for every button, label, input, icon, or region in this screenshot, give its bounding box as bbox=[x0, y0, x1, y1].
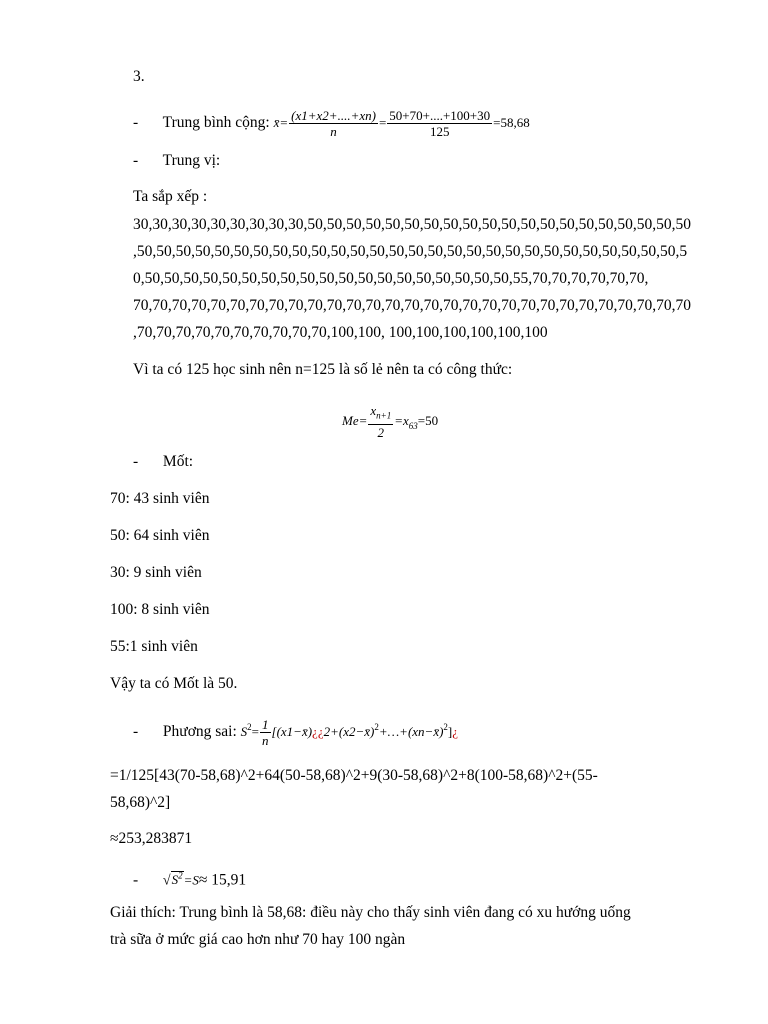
variance-body-sup2: 2 bbox=[443, 722, 448, 732]
mean-eq: = bbox=[378, 115, 387, 131]
sort-heading: Ta sắp xếp : bbox=[133, 188, 208, 205]
sorted-line: 30,30,30,30,30,30,30,30,30,50,50,50,50,50,50,50,50,50,50,50,50,50,50,50,50,50,50,50,50 bbox=[133, 216, 691, 233]
median-formula-fraction bbox=[368, 403, 393, 440]
median-formula-rhs: =x bbox=[394, 412, 409, 428]
variance-row bbox=[133, 717, 458, 748]
std-dev-rhs: =S bbox=[183, 872, 199, 888]
sorted-line: ,50,50,50,50,50,50,50,50,50,50,50,50,50,50,50,50,50,50,50,50,50,50,50,50,50,50,50,50,5 bbox=[133, 243, 688, 260]
variance-body-glyph2: ¿ bbox=[452, 724, 459, 740]
mode-label: Mốt: bbox=[162, 453, 194, 470]
median-formula-rhs-sub: 63 bbox=[408, 420, 418, 431]
mean-lhs: x̄= bbox=[273, 115, 289, 131]
mean-row bbox=[133, 108, 530, 139]
median-formula-den: 2 bbox=[377, 424, 385, 440]
bullet: - bbox=[133, 152, 139, 169]
mode-count: 100: 8 sinh viên bbox=[110, 601, 210, 618]
variance-calc-line: 58,68)^2] bbox=[110, 794, 171, 811]
variance-s: S bbox=[240, 724, 248, 740]
median-formula bbox=[342, 403, 438, 440]
variance-frac-den: n bbox=[262, 733, 269, 749]
mean-result: =58,68 bbox=[493, 115, 530, 131]
explanation-line: Giải thích: Trung bình là 58,68: điều này cho thấy sinh viên đang có xu hướng uống bbox=[110, 904, 631, 921]
std-dev-s-sup: 2 bbox=[178, 871, 183, 881]
mode-count: 70: 43 sinh viên bbox=[110, 490, 210, 507]
median-reason: Vì ta có 125 học sinh nên n=125 là số lẻ nên ta có công thức: bbox=[133, 361, 513, 378]
variance-fraction bbox=[260, 717, 271, 748]
sorted-line: 0,50,50,50,50,50,50,50,50,50,50,50,50,50,50,50,50,50,50,50,55,70,70,70,70,70,70, bbox=[133, 270, 649, 287]
mean-frac2-den: 125 bbox=[429, 124, 450, 139]
variance-body-sup: 2 bbox=[374, 722, 379, 732]
variance-body-c: +…+(xn−x̄) bbox=[378, 724, 444, 740]
sqrt-icon: √ bbox=[162, 873, 171, 889]
std-dev-s: S bbox=[171, 872, 179, 888]
mode-count: 55:1 sinh viên bbox=[110, 638, 198, 655]
median-row bbox=[133, 151, 220, 171]
bullet: - bbox=[133, 723, 139, 741]
item-number: 3. bbox=[133, 68, 145, 85]
variance-s-sup: 2 bbox=[247, 722, 252, 732]
variance-calc-line: =1/125[43(70-58,68)^2+64(50-58,68)^2+9(30-58,68)^2+8(100-58,68)^2+(55- bbox=[110, 767, 598, 784]
explanation-line: trà sữa ở mức giá cao hơn như 70 hay 100 ngàn bbox=[110, 931, 406, 948]
bullet: - bbox=[133, 871, 139, 889]
variance-approx: ≈253,283871 bbox=[110, 830, 193, 847]
mean-frac1-num: (x1+x2+....+xn) bbox=[291, 108, 376, 123]
bullet: - bbox=[133, 453, 139, 470]
std-dev-radicand bbox=[171, 871, 184, 887]
mode-count: 50: 64 sinh viên bbox=[110, 527, 210, 544]
std-dev-approx: ≈ 15,91 bbox=[198, 871, 247, 889]
mean-label: Trung bình cộng: bbox=[162, 114, 274, 132]
variance-body-a: [(x1−x̄) bbox=[271, 724, 313, 740]
median-formula-num: x bbox=[370, 403, 377, 418]
median-formula-num-sub: n+1 bbox=[376, 410, 392, 421]
variance-body-b: 2+(x2−x̄) bbox=[323, 724, 375, 740]
mode-row bbox=[133, 452, 193, 472]
variance-body-d: ] bbox=[447, 724, 453, 740]
sorted-line: 70,70,70,70,70,70,70,70,70,70,70,70,70,70,70,70,70,70,70,70,70,70,70,70,70,70,70,70,70 bbox=[133, 297, 691, 314]
std-dev-row bbox=[133, 866, 246, 891]
mean-fraction-2 bbox=[387, 108, 492, 139]
mean-fraction-1 bbox=[289, 108, 378, 139]
median-formula-value: =50 bbox=[417, 412, 439, 428]
sorted-line: ,70,70,70,70,70,70,70,70,70,70,100,100, 100,100,100,100,100,100 bbox=[133, 324, 548, 341]
mean-frac1-den: n bbox=[330, 124, 337, 139]
variance-label: Phương sai: bbox=[162, 723, 241, 741]
variance-frac-num: 1 bbox=[262, 717, 269, 733]
mean-frac2-num: 50+70+....+100+30 bbox=[389, 108, 491, 123]
median-formula-lhs: Me= bbox=[342, 412, 368, 428]
median-label: Trung vị: bbox=[162, 152, 221, 169]
variance-eq: = bbox=[251, 724, 260, 740]
variance-body-glyph: ¿¿ bbox=[312, 724, 324, 740]
mode-conclusion: Vậy ta có Mốt là 50. bbox=[110, 675, 238, 692]
mode-count: 30: 9 sinh viên bbox=[110, 564, 202, 581]
bullet: - bbox=[133, 114, 139, 132]
